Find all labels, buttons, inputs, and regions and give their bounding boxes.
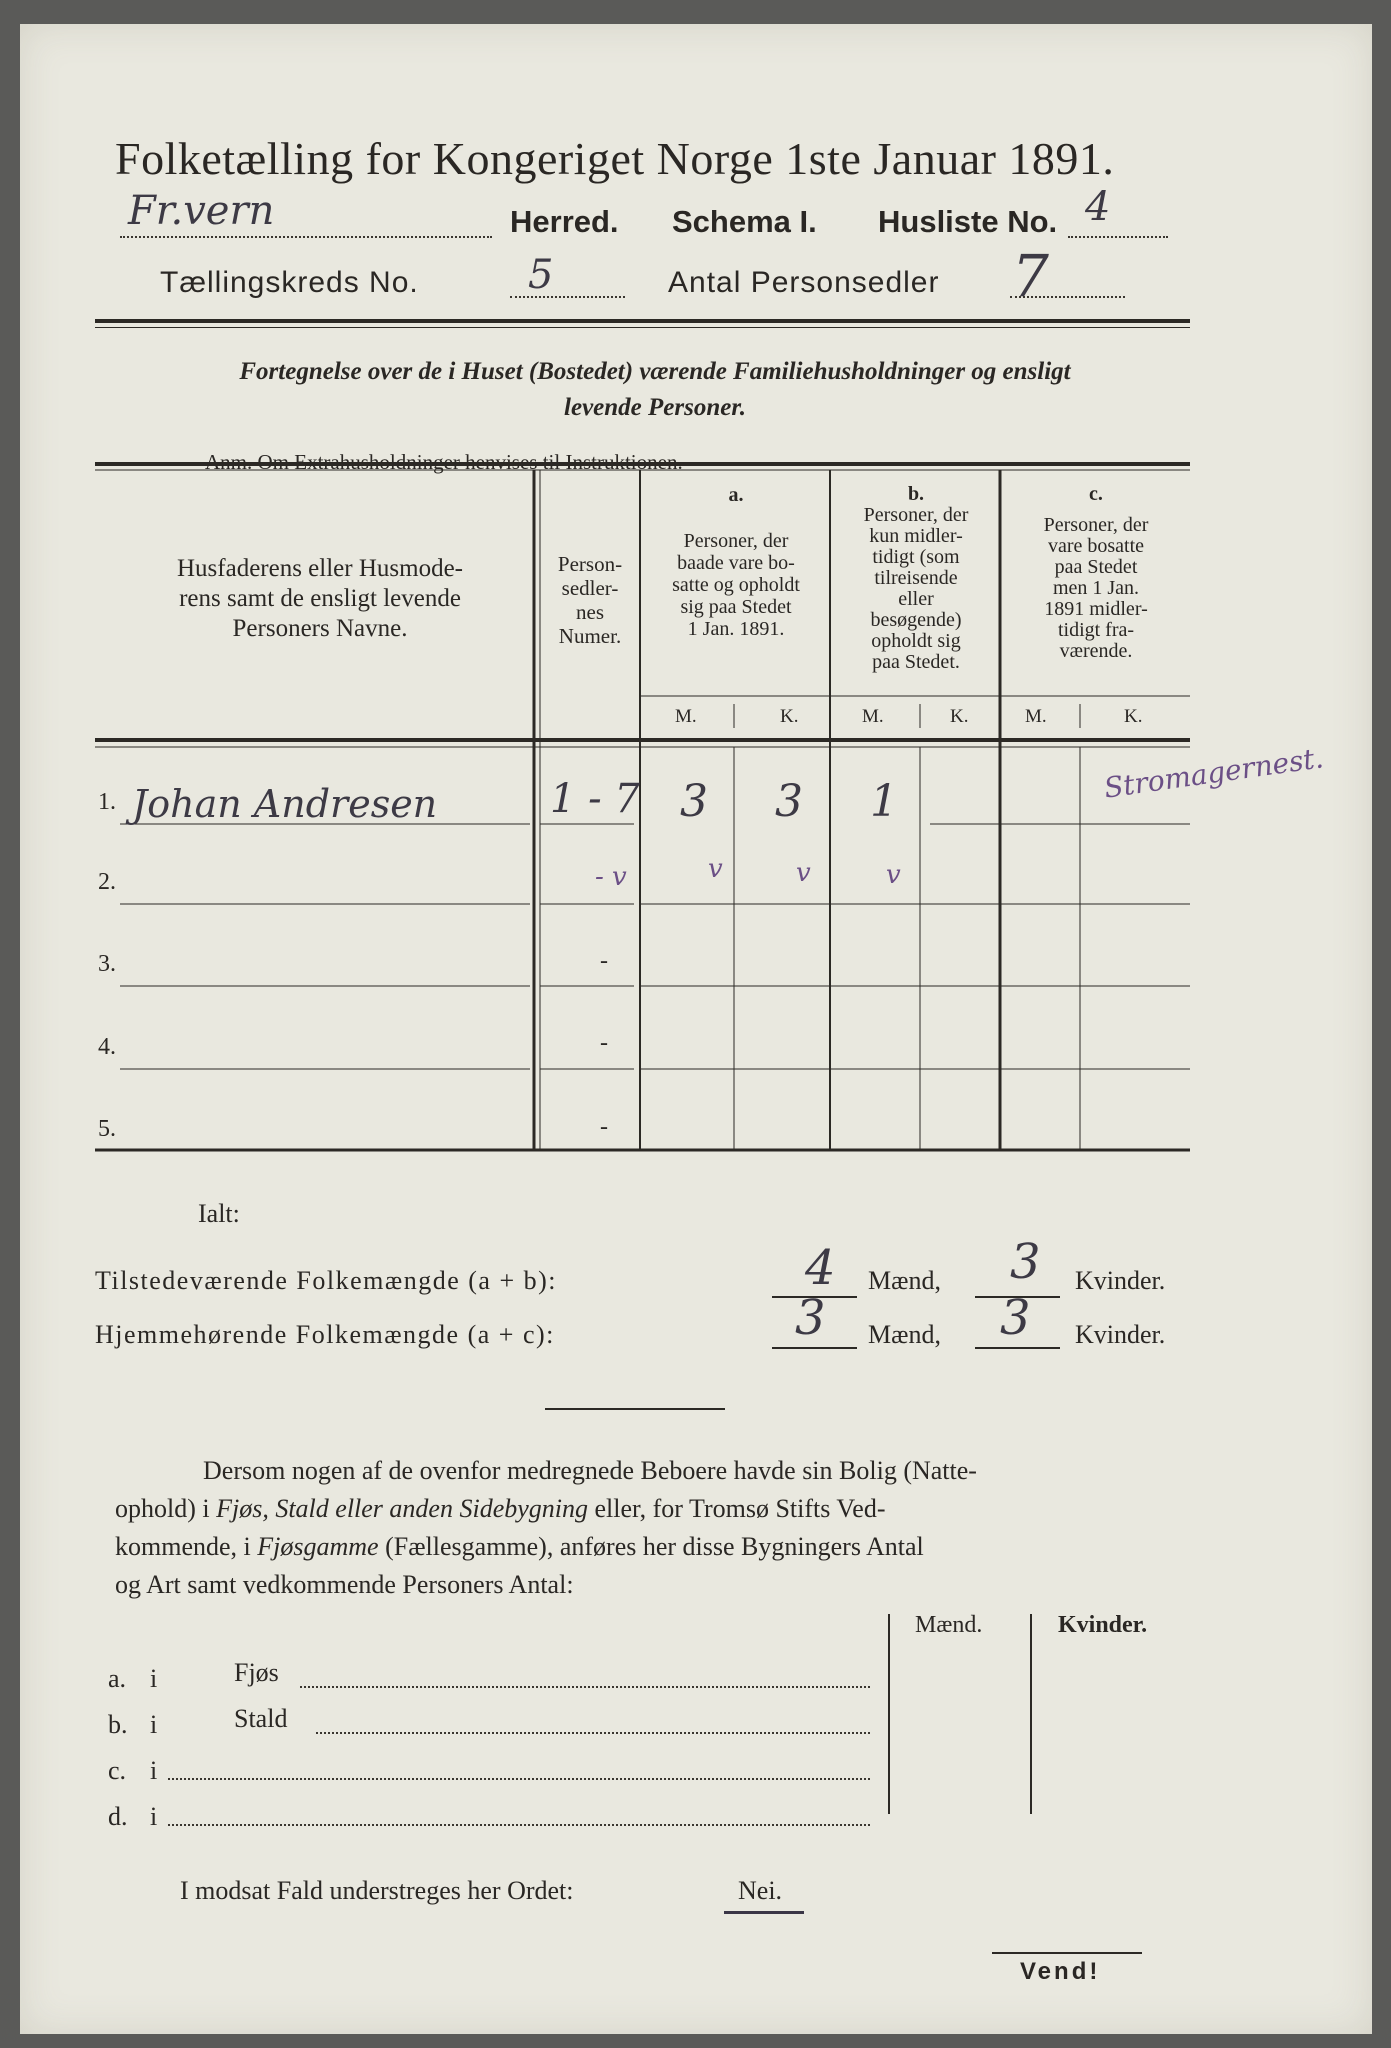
buildings-divider-1 (888, 1614, 890, 1814)
para-line1-text: Dersom nogen af de ovenfor medregnede Beboere havde sin Bolig (Natte- (203, 1456, 977, 1485)
col-header-c-line4: men 1 Jan. (1052, 577, 1140, 599)
col-header-a-line2: baade vare bo- (677, 552, 795, 574)
building-b-i: i (150, 1710, 158, 1739)
row-1-sedler: 1 - 7 (550, 776, 640, 822)
form-title: Folketælling for Kongeriget Norge 1ste Januar 1891. (115, 133, 1115, 184)
building-b-dots (316, 1732, 870, 1734)
municipality-handwritten: Fr.vern (128, 188, 275, 234)
col-header-b-line2: kun midler- (869, 525, 963, 547)
hjemme-maend-line (772, 1347, 857, 1349)
row-1-name: Johan Andresen (132, 782, 438, 826)
row-2-sedler: - v (595, 862, 627, 892)
b-m-label: M. (862, 706, 884, 727)
col-header-b (832, 484, 1000, 673)
col-header-b-line7: opholdt sig (871, 630, 961, 652)
col-header-a-line5: 1 Jan. 1891. (687, 618, 785, 640)
antal-label: Antal Personsedler (668, 266, 940, 299)
tilstede-maend-value: 4 (805, 1240, 836, 1296)
row-2-b-m: v (886, 860, 901, 890)
buildings-divider-2 (1030, 1614, 1032, 1814)
col-header-numer-line2: sedler- (561, 576, 619, 600)
building-a-label: Fjøs (234, 1658, 279, 1687)
building-a-letter: a. (108, 1664, 127, 1693)
row-5-sedler: - (600, 1114, 608, 1140)
building-d-dots (168, 1824, 870, 1826)
para-line3-c: (Fællesgamme), anføres her disse Bygningers Antal (378, 1532, 924, 1561)
col-header-c-letter: c. (1089, 483, 1103, 505)
c-k-label: K. (1124, 706, 1143, 727)
intro-heading-line2: levende Personer. (564, 394, 746, 421)
building-d-letter: d. (108, 1802, 128, 1831)
row-1-note: Stromagernest. (1102, 741, 1326, 805)
herred-label: Herred. (510, 204, 619, 239)
col-header-a-line4: sig paa Stedet (680, 596, 792, 618)
col-header-a-letter: a. (728, 484, 744, 506)
row-1-number: 1. (98, 789, 116, 815)
section-divider (545, 1408, 725, 1410)
tilstede-kvinder-word: Kvinder. (1075, 1266, 1166, 1295)
para-line4: og Art samt vedkommende Personers Antal: (115, 1570, 574, 1599)
para-line2-b: Fjøs, Stald eller anden Sidebygning (216, 1494, 588, 1523)
col-header-c-line5: 1891 midler- (1044, 598, 1148, 620)
col-header-b-line3: tidigt (som (872, 546, 960, 568)
taellingskreds-label: Tællingskreds No. (160, 266, 419, 299)
col-header-a-line3: satte og opholdt (672, 574, 800, 596)
row-2-number: 2. (98, 869, 116, 895)
husliste-number: 4 (1085, 184, 1111, 230)
col-header-numer-line1: Person- (557, 552, 623, 576)
building-b-letter: b. (108, 1710, 128, 1739)
hjemme-label: Hjemmehørende Folkemængde (a + c): (95, 1320, 555, 1349)
col-header-b-line8: paa Stedet. (872, 651, 960, 673)
col-header-name-line1: Husfaderens eller Husmode- (176, 555, 463, 582)
row-2-a-k: v (796, 858, 811, 888)
col-header-b-letter: b. (907, 483, 925, 505)
antal-number: 7 (1012, 242, 1049, 310)
hjemme-maend-value: 3 (795, 1290, 826, 1346)
col-header-b-line6: besøgende) (870, 609, 962, 631)
husliste-label: Husliste No. (878, 204, 1058, 239)
col-header-c-line6: tidigt fra- (1057, 619, 1135, 641)
para-line2-a: ophold) i (115, 1494, 217, 1523)
col-header-c (1002, 484, 1190, 662)
col-header-b-line1: Personer, der (863, 504, 969, 526)
row-3-sedler: - (600, 948, 608, 974)
tilstede-kvinder-value: 3 (1010, 1234, 1041, 1290)
col-header-name-line3: Personers Navne. (232, 615, 408, 642)
schema-label: Schema I. (672, 204, 817, 239)
hjemme-kvinder-line (975, 1347, 1060, 1349)
building-a-dots (300, 1686, 870, 1688)
building-c-i: i (150, 1756, 158, 1785)
tilstede-label: Tilstedeværende Folkemængde (a + b): (95, 1266, 557, 1295)
anm-note: Anm. Om Extrahusholdninger henvises til Instruktionen. (205, 450, 683, 474)
building-d-i: i (150, 1802, 158, 1831)
row-2-a-m: v (708, 854, 723, 884)
building-b-label: Stald (234, 1704, 288, 1733)
para-line3-b: Fjøsgamme (257, 1532, 379, 1561)
col-header-name (115, 554, 525, 644)
row-3-number: 3. (98, 951, 116, 977)
row-1-a-m: 3 (680, 776, 708, 827)
nei-underline (724, 1911, 804, 1914)
buildings-maend-head: Mænd. (915, 1612, 983, 1638)
row-1-b-m: 1 (870, 776, 898, 827)
col-header-name-line2: rens samt de ensligt levende (179, 585, 461, 612)
para-line3 (115, 1528, 1185, 1566)
para-line2 (115, 1490, 1185, 1528)
col-header-b-line4: tilreisende (874, 567, 958, 589)
col-header-numer (542, 552, 638, 648)
buildings-kvinder-head: Kvinder. (1058, 1612, 1148, 1638)
c-m-label: M. (1025, 706, 1047, 727)
a-m-label: M. (675, 706, 697, 727)
hjemme-kvinder-word: Kvinder. (1075, 1320, 1166, 1349)
building-a-i: i (150, 1664, 158, 1693)
col-header-c-line1: Personer, der (1043, 514, 1149, 536)
census-form-sheet (20, 24, 1372, 2034)
para-line1 (115, 1452, 1185, 1490)
vend-label: Vend! (1020, 1958, 1101, 1985)
col-header-numer-line4: Numer. (558, 624, 622, 648)
nei-word: Nei. (738, 1876, 783, 1905)
building-c-dots (168, 1778, 870, 1780)
col-header-a-line1: Personer, der (683, 530, 789, 552)
building-c-letter: c. (108, 1756, 127, 1785)
hjemme-maend-word: Mænd, (868, 1320, 941, 1349)
para-line2-c: eller, for Tromsø Stifts Ved- (588, 1494, 886, 1523)
col-header-c-line2: vare bosatte (1047, 535, 1145, 557)
ialt-label: Ialt: (198, 1199, 240, 1228)
b-k-label: K. (950, 706, 969, 727)
vend-rule (992, 1952, 1142, 1954)
row-5-number: 5. (98, 1116, 116, 1142)
modsat-text: I modsat Fald understreges her Ordet: (180, 1876, 574, 1905)
row-1-a-k: 3 (775, 776, 803, 827)
hjemme-kvinder-value: 3 (1000, 1290, 1031, 1346)
row-4-sedler: - (600, 1030, 608, 1056)
col-header-numer-line3: nes (576, 600, 604, 624)
col-header-a (644, 484, 828, 640)
col-header-c-line7: værende. (1059, 640, 1133, 662)
col-header-c-line3: paa Stedet (1054, 556, 1138, 578)
outbuilding-instruction (115, 1452, 1185, 1604)
col-header-b-line5: eller (898, 588, 934, 610)
taellingskreds-number: 5 (528, 252, 554, 298)
tilstede-maend-word: Mænd, (868, 1266, 941, 1295)
a-k-label: K. (780, 706, 799, 727)
intro-heading-line1: Fortegnelse over de i Huset (Bostedet) værende Familiehusholdninger og ensligt (239, 358, 1071, 385)
row-4-number: 4. (98, 1034, 116, 1060)
para-line3-a: kommende, i (115, 1532, 258, 1561)
